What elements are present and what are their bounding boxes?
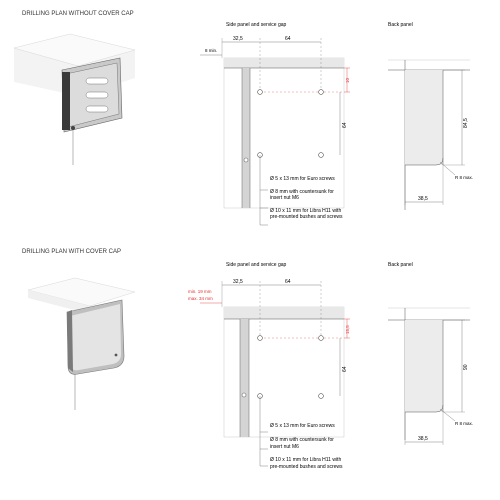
dim-38-5: 38,5 bbox=[418, 196, 428, 202]
side-panel-title: Side panel and service gap bbox=[226, 22, 287, 28]
dim-v84: 84,5 bbox=[463, 118, 469, 128]
dim-max: max. 34 mm bbox=[188, 296, 213, 301]
legend-line: Ø 5 x 13 mm for Euro screws bbox=[270, 176, 335, 182]
dim-min: min. 19 mm bbox=[188, 289, 212, 294]
legend-line: Ø 8 mm with countersunk for bbox=[270, 437, 334, 443]
section-title: DRILLING PLAN WITHOUT COVER CAP bbox=[22, 11, 134, 17]
legend-line: insert nut M6 bbox=[270, 444, 299, 450]
legend-line: Ø 8 mm with countersunk for bbox=[270, 189, 334, 195]
section-with-cover-cap bbox=[22, 249, 473, 470]
dim-radius: R 8 max. bbox=[455, 175, 474, 180]
dim-32-5: 32,5 bbox=[233, 36, 243, 42]
dim-64: 64 bbox=[285, 279, 291, 285]
back-panel-drawing bbox=[388, 262, 473, 445]
back-panel-drawing bbox=[388, 22, 473, 210]
dim-v64: 64 bbox=[342, 366, 348, 372]
legend-line: pre-mounted bushes and screws bbox=[270, 214, 343, 220]
dim-min: 8 min. bbox=[205, 48, 218, 53]
back-panel-title: Back panel bbox=[388, 22, 413, 28]
side-panel-drawing bbox=[188, 262, 350, 466]
legend-line: Ø 10 x 11 mm for Libra H11 with bbox=[270, 208, 342, 214]
dim-v64: 64 bbox=[342, 122, 348, 128]
legend-line: pre-mounted bushes and screws bbox=[270, 464, 343, 470]
dim-red: 10 bbox=[345, 77, 350, 83]
bracket-illustration bbox=[14, 34, 135, 165]
cover-cap-illustration bbox=[28, 278, 135, 410]
section-title: DRILLING PLAN WITH COVER CAP bbox=[22, 249, 122, 255]
legend-line: Ø 10 x 11 mm for Libra H11 with bbox=[270, 457, 342, 463]
legend-line: insert nut M6 bbox=[270, 195, 299, 201]
section-without-cover-cap bbox=[14, 11, 473, 225]
dim-38-5: 38,5 bbox=[418, 436, 428, 442]
side-panel-title: Side panel and service gap bbox=[226, 262, 287, 268]
dim-v90: 90 bbox=[463, 364, 469, 370]
dim-red: 15,5 bbox=[345, 325, 350, 334]
dim-32-5: 32,5 bbox=[233, 279, 243, 285]
legend-line: Ø 5 x 13 mm for Euro screws bbox=[270, 423, 335, 429]
dim-64: 64 bbox=[285, 36, 291, 42]
back-panel-title: Back panel bbox=[388, 262, 413, 268]
dim-radius: R 8 max. bbox=[455, 421, 474, 426]
